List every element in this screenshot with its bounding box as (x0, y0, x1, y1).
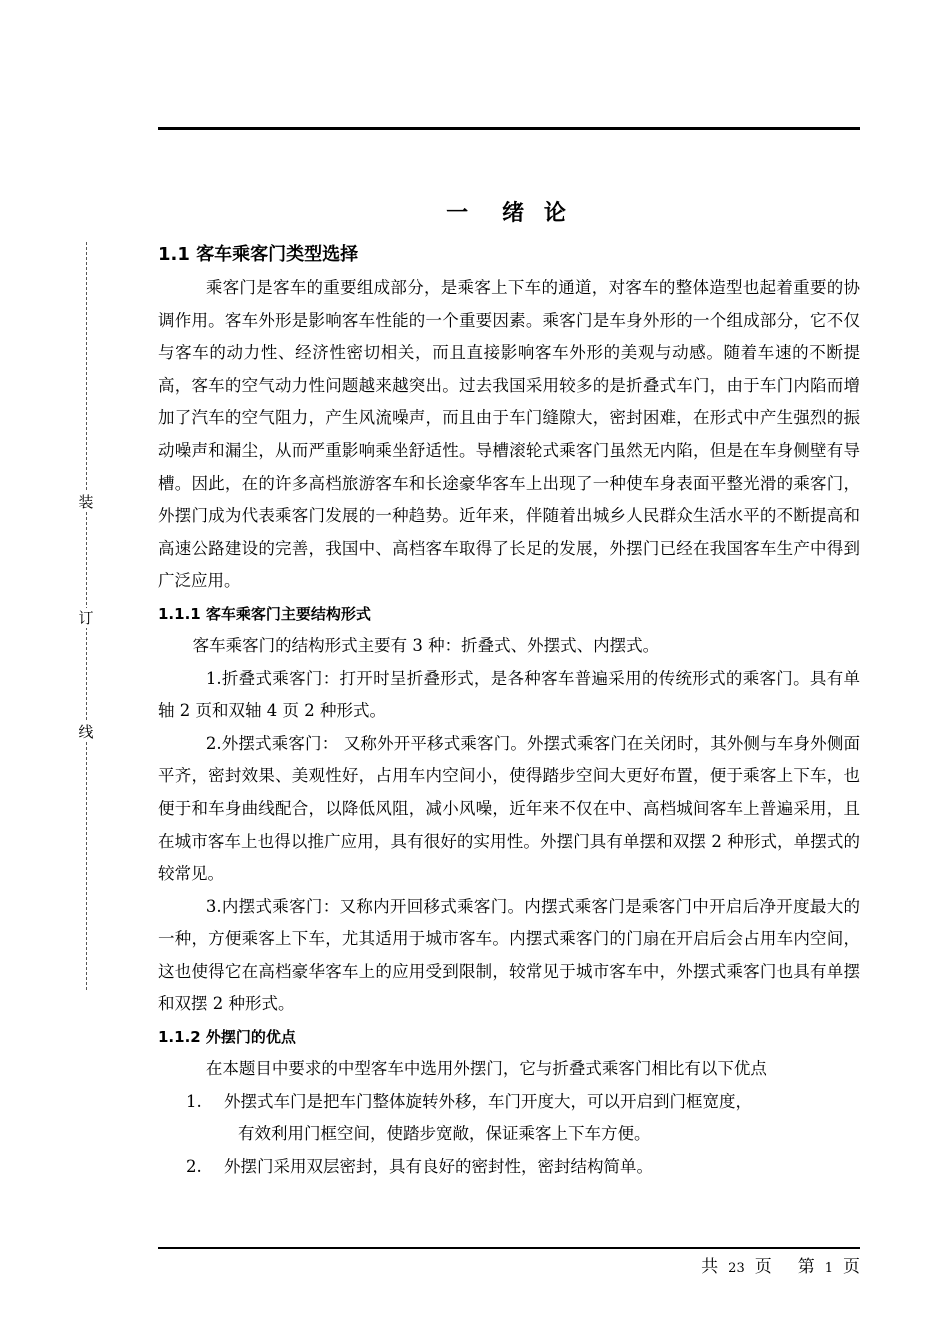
list-number: 2. (186, 1156, 202, 1176)
list-text-continued: 有效利用门框空间，使踏步宽敞，保证乘客上下车方便。 (238, 1124, 651, 1144)
paragraph-structure-intro: 客车乘客门的结构形式主要有 3 种：折叠式、外摆式、内摆式。 (192, 635, 660, 655)
section-heading-1-1-1: 1.1.1 客车乘客门主要结构形式 (158, 604, 371, 623)
list-text: 外摆式车门是把车门整体旋转外移，车门开度大，可以开启到门框宽度， (224, 1091, 752, 1111)
paragraph-outswing-door: 2.外摆式乘客门： 又称外开平移式乘客门。外摆式乘客门在关闭时，其外侧与车身外侧面平齐，密封效果、美观性好，占用车内空间小，使得踏步空间大更好布置，便于乘客上下车，也便于和车身曲线配合，以降低风阻，减小风噪，近年来不仅在中、高档城间客车上普遍采用，且在城市客车上也得以推广应用，具有很好的实用性。外摆门具有单摆和双摆 2 种形式，单摆式的较常见。 (158, 733, 860, 884)
footer-page-unit-2: 页 (843, 1257, 860, 1277)
paragraph-folding-door: 1.折叠式乘客门：打开时呈折叠形式，是各种客车普遍采用的传统形式的乘客门。具有单轴 2 页和双轴 4 页 2 种形式。 (158, 668, 860, 721)
section-heading-1-1: 1.1 客车乘客门类型选择 (158, 244, 359, 265)
binding-char-zhuang: 装 (76, 492, 96, 512)
footer-total-pages: 23 (728, 1261, 745, 1276)
list-number: 1. (186, 1091, 202, 1111)
binding-char-ding: 订 (76, 608, 96, 628)
paragraph-intro: 乘客门是客车的重要组成部分，是乘客上下车的通道，对客车的整体造型也起着重要的协调作用。客车外形是影响客车性能的一个重要因素。乘客门是车身外形的一个组成部分，它不仅与客车的动力性、经济性密切相关，而且直接影响客车外形的美观与动感。随着车速的不断提高，客车的空气动力性问题越来越突出。过去我国采用较多的是折叠式车门，由于车门内陷而增加了汽车的空气阻力，产生风流噪声，而且由于车门缝隙大，密封困难，在形式中产生强烈的振动噪声和漏尘，从而严重影响乘坐舒适性。导槽滚轮式乘客门虽然无内陷，但是在车身侧壁有导槽。因此，在的许多高档旅游客车和长途豪华客车上出现了一种使车身表面平整光滑的乘客门，外摆门成为代表乘客门发展的一种趋势。近年来，伴随着出城乡人民群众生活水平的不断提高和高速公路建设的完善，我国中、高档客车取得了长足的发展，外摆门已经在我国客车生产中得到广泛应用。 (158, 278, 860, 591)
footer-rule (158, 1247, 860, 1249)
paragraph-inswing-door: 3.内摆式乘客门：又称内开回移式乘客门。内摆式乘客门是乘客门中开启后净开度最大的一种，方便乘客上下车，尤其适用于城市客车。内摆式乘客门的门扇在开启后会占用车内空间，这也使得它在高档豪华客车上的应用受到限制，较常见于城市客车中，外摆式乘客门也具有单摆和双摆 2 种形式。 (158, 896, 860, 1014)
header-rule (158, 127, 860, 130)
list-item (158, 1151, 860, 1184)
footer-current-label: 第 (797, 1257, 815, 1277)
list-item (158, 1086, 860, 1119)
footer-total-label: 共 (701, 1257, 719, 1277)
footer-page-unit: 页 (754, 1257, 772, 1277)
footer-current-page: 1 (824, 1261, 833, 1276)
document-body (158, 238, 860, 1183)
page-number-footer (701, 1252, 860, 1277)
list-text: 外摆门采用双层密封，具有良好的密封性，密封结构简单。 (224, 1156, 653, 1176)
chapter-title: 一 绪 论 (446, 201, 572, 226)
binding-char-xian: 线 (76, 722, 96, 742)
section-heading-1-1-2: 1.1.2 外摆门的优点 (158, 1028, 296, 1047)
paragraph-advantages-intro: 在本题目中要求的中型客车中选用外摆门，它与折叠式乘客门相比有以下优点 (205, 1059, 767, 1079)
